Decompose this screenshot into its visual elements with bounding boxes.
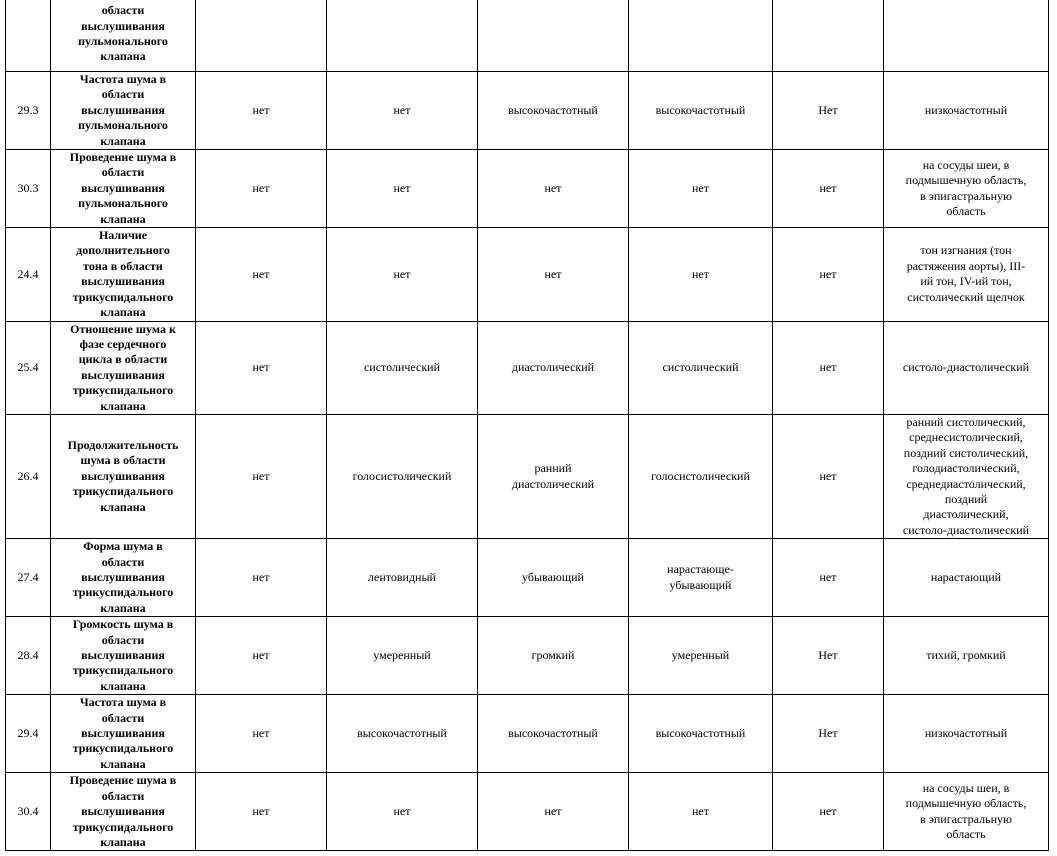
table-body [6,0,1049,851]
value-line: нет [819,266,837,281]
value-cell-col-6 [884,539,1049,617]
parameter-line: выслушивания [81,726,165,741]
value-line: нет [544,180,562,195]
parameter-line: цикла в области [78,352,168,367]
value-line: нет [252,570,270,584]
value-line: нет [252,102,270,117]
value-cell-col-1 [196,617,327,695]
value-cell-col-4 [629,321,773,414]
value-cell-col-2 [327,228,478,321]
parameter-line: дополнительного [76,243,170,258]
value-line: подмышечную область, [905,796,1027,811]
value-line: диастолический [511,476,595,491]
value-cell-col-6 [884,228,1049,321]
value-line: систоло-диастолический [902,360,1030,375]
parameter-line: клапана [100,834,146,849]
parameter-cell [51,617,196,695]
value-line: нет [252,804,270,819]
table-row [6,695,1049,773]
value-line: подмышечную область, [905,173,1027,188]
value-cell-col-3 [478,695,629,773]
value-line: Нет [818,648,838,663]
value-cell-col-5 [773,695,884,773]
value-line: высокочастотный [357,726,447,741]
value-line: голосистолический [651,468,750,483]
value-line: Нет [818,102,838,117]
parameter-cell [51,228,196,321]
value-line: нет [252,180,270,195]
value-cell-col-1 [196,414,327,538]
value-cell-col-4 [629,695,773,773]
value-line: поздний [944,491,988,506]
value-line: убывающий [522,570,584,584]
parameter-line: Громкость шума в [72,617,174,632]
parameter-line: выслушивания [81,648,165,663]
value-cell-col-2 [327,0,478,72]
parameter-line: клапана [100,211,146,226]
value-cell-col-2 [327,72,478,150]
value-line: нет [393,180,411,195]
row-number-cell: 26.4 [6,414,51,538]
value-line: систолический щелчок [907,289,1025,304]
value-cell-col-3 [478,72,629,150]
row-number-cell: 30.3 [6,150,51,228]
value-cell-col-2 [327,539,478,617]
parameter-line: шума в области [80,453,166,468]
value-line: систолический [662,360,739,375]
value-cell-col-2 [327,150,478,228]
value-line: нет [819,360,837,375]
value-line: диастолический [511,360,595,375]
parameter-line: клапана [100,398,146,413]
value-line: в эпигастральную [920,188,1012,203]
value-line: голодиастолический, [912,461,1020,476]
parameter-line: выслушивания [81,804,165,819]
value-cell-col-4 [629,150,773,228]
value-line: среднедиастолический, [906,476,1026,491]
value-cell-col-1 [196,321,327,414]
parameter-line: выслушивания [81,468,165,483]
parameter-line: клапана [100,305,146,320]
parameter-line: трикуспидального [72,484,174,499]
value-line: нет [819,180,837,195]
data-table [5,0,1049,851]
value-cell-col-2 [327,321,478,414]
value-line: высокочастотный [508,102,598,117]
value-cell-col-5 [773,539,884,617]
parameter-line: Форма шума в [83,539,163,554]
value-cell-col-4 [629,773,773,851]
value-cell-col-5 [773,150,884,228]
value-line: нет [544,266,562,281]
value-cell-col-4 [629,617,773,695]
value-line: нет [692,804,709,819]
table-row [6,0,1049,72]
parameter-line: области [101,3,145,18]
value-cell-col-5 [773,414,884,538]
value-line: поздний систолический, [903,445,1029,460]
value-cell-col-6 [884,695,1049,773]
value-line: нет [252,648,270,663]
value-cell-col-1 [196,228,327,321]
parameter-line: Частота шума в [79,695,167,710]
value-cell-col-3 [478,414,629,538]
value-cell-col-1 [196,150,327,228]
table-row [6,321,1049,414]
value-cell-col-3 [478,617,629,695]
value-line: нет [252,266,270,281]
parameter-line: трикуспидального [72,819,174,834]
value-cell-col-5 [773,0,884,72]
value-line: тон изгнания (тон [920,243,1012,258]
parameter-cell [51,321,196,414]
value-line: нет [393,266,411,281]
value-line: ранний систолический, [906,414,1026,429]
parameter-line: выслушивания [81,570,165,584]
value-cell-col-6 [884,72,1049,150]
value-cell-col-2 [327,414,478,538]
table-row [6,72,1049,150]
row-number-cell: 24.4 [6,228,51,321]
value-line: умеренный [671,648,730,663]
value-line: на сосуды шеи, в [922,780,1010,795]
value-cell-col-3 [478,0,629,72]
value-cell-col-5 [773,228,884,321]
value-line: систолический [363,360,441,375]
row-number-cell: 30.4 [6,773,51,851]
parameter-line: выслушивания [81,180,165,195]
parameter-line: фазе сердечного [79,336,167,351]
value-cell-col-4 [629,539,773,617]
value-cell-col-2 [327,617,478,695]
parameter-cell [51,414,196,538]
parameter-line: области [101,554,145,569]
parameter-line: Частота шума в [79,72,167,86]
value-line: низкочастотный [924,102,1008,117]
value-line: нет [692,266,709,281]
parameter-line: тона в области [83,258,163,273]
value-cell-col-1 [196,72,327,150]
value-line: нет [819,804,837,819]
value-line: голосистолический [352,468,452,483]
value-line: высокочастотный [655,102,746,117]
parameter-cell [51,539,196,617]
value-cell-col-3 [478,321,629,414]
table-row [6,228,1049,321]
row-number-cell: 28.4 [6,617,51,695]
row-number-cell [6,0,51,72]
value-cell-col-5 [773,321,884,414]
parameter-line: области [101,165,145,180]
parameter-line: Продолжительность [67,438,179,453]
parameter-cell [51,72,196,150]
parameter-line: выслушивания [81,274,165,289]
value-line: растяжения аорты), III- [906,258,1026,273]
value-line: область [946,827,986,842]
value-line: нет [819,570,837,584]
table-row [6,150,1049,228]
parameter-cell [51,773,196,851]
parameter-line: трикуспидального [72,585,174,600]
parameter-line: области [101,788,145,803]
table-row [6,539,1049,617]
value-cell-col-6 [884,0,1049,72]
parameter-line: клапана [100,133,146,148]
table-row [6,617,1049,695]
value-line: нарастающий [930,570,1002,584]
value-cell-col-6 [884,773,1049,851]
value-line: диастолический, [923,507,1009,522]
parameter-line: области [101,710,145,725]
value-line: ранний [534,461,572,476]
parameter-line: выслушивания [81,367,165,382]
parameter-line: области [101,632,145,647]
parameter-line: трикуспидального [72,741,174,756]
parameter-cell [51,695,196,773]
value-cell-col-1 [196,539,327,617]
value-line: на сосуды шеи, в [922,157,1010,172]
value-line: нет [252,468,270,483]
value-cell-col-1 [196,773,327,851]
value-cell-col-4 [629,72,773,150]
parameter-line: выслушивания [81,102,165,117]
value-line: убывающий [669,577,732,592]
value-cell-col-6 [884,150,1049,228]
parameter-line: Наличие [98,228,148,243]
parameter-line: клапана [100,756,146,771]
parameter-line: клапана [100,499,146,514]
parameter-line: пульмонального [78,34,168,48]
parameter-cell [51,0,196,72]
row-number-cell: 25.4 [6,321,51,414]
parameter-line: пульмонального [78,196,168,211]
table-row [6,773,1049,851]
parameter-line: Проведение шума в [69,773,177,788]
parameter-line: трикуспидального [72,383,174,398]
value-line: тихий, громкий [926,648,1006,663]
value-cell-col-5 [773,773,884,851]
value-line: систоло-диастолический [902,522,1030,537]
value-cell-col-3 [478,773,629,851]
value-cell-col-4 [629,228,773,321]
value-cell-col-6 [884,321,1049,414]
value-cell-col-3 [478,228,629,321]
value-line: ий тон, IV-ий тон, [920,274,1012,289]
value-cell-col-3 [478,539,629,617]
parameter-line: трикуспидального [72,663,174,678]
value-line: Нет [818,726,838,741]
value-line: нет [393,102,411,117]
value-line: область [946,203,986,218]
value-line: в эпигастральную [920,811,1012,826]
parameter-line: Отношение шума к [70,321,176,336]
value-line: нет [252,726,270,741]
value-cell-col-3 [478,150,629,228]
table-row [6,414,1049,538]
parameter-line: трикуспидального [72,289,174,304]
row-number-cell: 27.4 [6,539,51,617]
value-line: среднесистолический, [909,430,1023,445]
value-line: громкий [531,648,575,663]
value-cell-col-6 [884,414,1049,538]
value-line: нет [252,360,270,375]
parameter-line: клапана [100,678,146,693]
value-cell-col-5 [773,617,884,695]
value-line: высокочастотный [508,726,598,741]
parameter-line: клапана [100,600,146,615]
value-cell-col-2 [327,773,478,851]
parameter-cell [51,150,196,228]
value-line: низкочастотный [924,726,1008,741]
value-cell-col-2 [327,695,478,773]
value-cell-col-1 [196,0,327,72]
parameter-line: Проведение шума в [69,150,177,165]
value-line: нет [692,180,709,195]
parameter-line: выслушивания [81,18,165,33]
value-line: нет [544,804,562,819]
parameter-line: области [101,87,145,102]
value-line: умеренный [373,648,431,663]
value-line: лентовидный [368,570,436,584]
value-cell-col-5 [773,72,884,150]
row-number-cell: 29.3 [6,72,51,150]
row-number-cell: 29.4 [6,695,51,773]
value-cell-col-1 [196,695,327,773]
value-line: нарастающе- [667,562,734,577]
value-cell-col-4 [629,0,773,72]
value-cell-col-4 [629,414,773,538]
parameter-line: пульмонального [78,118,168,133]
value-line: нет [393,804,411,819]
value-cell-col-6 [884,617,1049,695]
value-line: нет [819,468,837,483]
parameter-line: клапана [100,49,146,64]
value-line: высокочастотный [655,726,746,741]
